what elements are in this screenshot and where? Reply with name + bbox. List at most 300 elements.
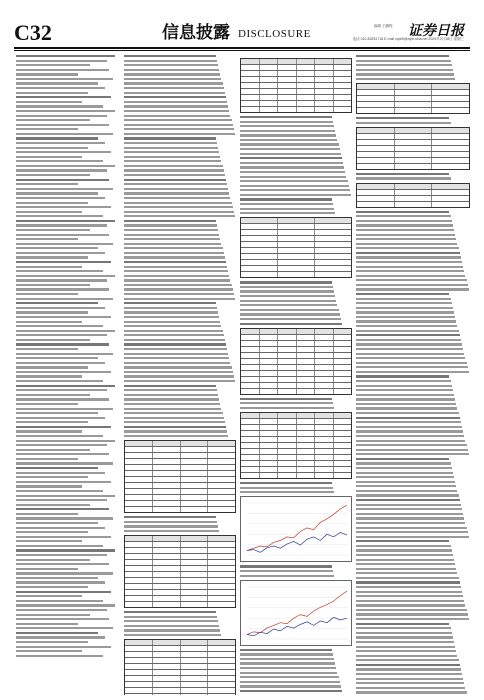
table-cell <box>241 335 260 340</box>
table-cell <box>334 383 352 388</box>
text-line <box>16 147 88 149</box>
text-line <box>16 522 98 524</box>
table-cell <box>278 353 297 358</box>
table-cell <box>432 96 469 101</box>
table-cell <box>241 95 260 100</box>
text-line <box>16 581 105 583</box>
text-line <box>240 690 342 692</box>
table-cell <box>334 377 352 382</box>
table-cell <box>125 682 153 687</box>
table-cell <box>278 254 315 259</box>
table-cell <box>241 254 278 259</box>
table-cell <box>241 449 260 454</box>
table-cell <box>334 371 352 376</box>
text-line <box>356 288 469 290</box>
text-line <box>356 559 454 561</box>
text-line <box>356 563 455 565</box>
text-line <box>16 220 115 222</box>
text-line <box>124 307 217 309</box>
table-cell <box>297 59 316 64</box>
table-cell <box>260 65 279 70</box>
text-line <box>124 321 220 323</box>
text-line <box>16 554 107 556</box>
table-cell <box>278 77 297 82</box>
table-cell <box>432 164 469 169</box>
text-line <box>356 279 467 281</box>
text-line <box>356 64 452 66</box>
table-cell <box>297 89 316 94</box>
table-cell <box>181 584 209 589</box>
text-line <box>356 508 462 510</box>
table-cell <box>208 501 235 506</box>
text-line <box>356 458 449 460</box>
table-cell <box>315 272 351 277</box>
table-cell <box>315 467 334 472</box>
table-cell <box>278 236 315 241</box>
table-cell <box>334 389 352 394</box>
table-cell <box>357 102 395 107</box>
table-row <box>125 507 235 512</box>
editors-line: 编辑 王鹏程 <box>374 24 393 28</box>
section-title-en: DISCLOSURE <box>238 28 311 40</box>
table-cell <box>153 507 181 512</box>
table-cell <box>260 419 279 424</box>
text-line <box>356 627 451 629</box>
text-line <box>356 678 463 680</box>
text-line <box>124 412 223 414</box>
text-line <box>124 316 219 318</box>
text-line <box>124 169 224 171</box>
table-cell <box>125 507 153 512</box>
table-cell <box>315 107 334 112</box>
table-cell <box>315 455 334 460</box>
table-cell <box>181 453 209 458</box>
text-line <box>356 632 452 634</box>
table-cell <box>315 71 334 76</box>
text-line <box>356 325 457 327</box>
text-line <box>124 78 221 80</box>
text-line <box>124 385 216 387</box>
text-line <box>240 681 340 683</box>
text-line <box>124 330 223 332</box>
table-cell <box>260 95 279 100</box>
text-line <box>16 366 88 368</box>
text-line <box>124 261 226 263</box>
text-line <box>16 595 82 597</box>
table-cell <box>395 184 433 189</box>
table-cell <box>260 389 279 394</box>
table-cell <box>297 329 316 334</box>
table-cell <box>334 467 352 472</box>
table-cell <box>334 473 352 478</box>
table-cell <box>315 425 334 430</box>
table-cell <box>181 459 209 464</box>
table-cell <box>208 507 235 512</box>
table-cell <box>334 449 352 454</box>
text-line <box>356 375 449 377</box>
table-cell <box>357 128 395 133</box>
table-cell <box>260 365 279 370</box>
text-line <box>16 449 90 451</box>
text-line <box>356 412 459 414</box>
text-line <box>356 687 465 689</box>
text-line <box>124 394 218 396</box>
table-cell <box>297 473 316 478</box>
table-cell <box>334 107 352 112</box>
table-cell <box>334 77 352 82</box>
text-line <box>16 334 107 336</box>
table-cell <box>153 584 181 589</box>
table-cell <box>208 646 235 651</box>
text-line <box>124 380 235 382</box>
text-line <box>356 549 452 551</box>
text-line <box>240 398 332 400</box>
table-cell <box>432 146 469 151</box>
text-line <box>356 568 456 570</box>
text-line <box>124 634 221 636</box>
text-line <box>16 472 105 474</box>
text-line <box>16 73 78 75</box>
table-cell <box>357 90 395 95</box>
table-cell <box>125 489 153 494</box>
table-cell <box>241 359 260 364</box>
table-cell <box>153 670 181 675</box>
text-line <box>124 174 225 176</box>
text-line <box>356 504 461 506</box>
masthead-logo: 证券日报 <box>408 23 464 39</box>
table-cell <box>125 658 153 663</box>
table-cell <box>260 83 279 88</box>
table-cell <box>260 473 279 478</box>
table-cell <box>181 602 209 607</box>
table-cell <box>395 146 433 151</box>
table-cell <box>208 596 235 601</box>
table-cell <box>278 260 315 265</box>
text-line <box>124 348 227 350</box>
text-line <box>356 366 468 368</box>
table-cell <box>334 59 352 64</box>
table-cell <box>153 652 181 657</box>
table-cell <box>241 371 260 376</box>
text-line <box>16 151 111 153</box>
table-cell <box>278 107 297 112</box>
table-cell <box>297 77 316 82</box>
table-cell <box>315 347 334 352</box>
text-line <box>124 343 226 345</box>
text-line <box>16 133 113 135</box>
table-cell <box>241 455 260 460</box>
data-table <box>124 440 236 513</box>
table-cell <box>208 560 235 565</box>
text-line <box>124 270 228 272</box>
text-line <box>124 60 217 62</box>
table-cell <box>181 688 209 693</box>
text-line <box>16 160 103 162</box>
text-line <box>16 298 113 300</box>
text-line <box>356 302 452 304</box>
performance-chart <box>240 496 352 562</box>
table-cell <box>260 443 279 448</box>
table-cell <box>241 389 260 394</box>
text-line <box>356 664 460 666</box>
text-line <box>356 371 469 373</box>
text-line <box>356 234 455 236</box>
text-line <box>16 375 82 377</box>
text-line <box>124 234 219 236</box>
text-line <box>356 73 454 75</box>
text-line <box>356 545 451 547</box>
text-line <box>356 330 459 332</box>
table-cell <box>297 83 316 88</box>
text-line <box>16 609 107 611</box>
text-line <box>356 430 463 432</box>
text-line <box>124 87 224 89</box>
table-cell <box>208 578 235 583</box>
text-line <box>356 613 468 615</box>
text-line <box>16 101 82 103</box>
text-line <box>240 139 337 141</box>
table-cell <box>241 107 260 112</box>
table-cell <box>315 101 334 106</box>
text-line <box>356 641 454 643</box>
text-line <box>124 389 217 391</box>
table-cell <box>278 413 297 418</box>
text-line <box>124 620 218 622</box>
text-line <box>124 398 219 400</box>
table-row <box>357 108 469 113</box>
table-cell <box>153 459 181 464</box>
text-line <box>124 211 234 213</box>
table-cell <box>315 65 334 70</box>
table-cell <box>181 572 209 577</box>
table-cell <box>432 108 469 113</box>
series-line-2 <box>247 533 347 553</box>
table-cell <box>315 353 334 358</box>
table-row <box>241 473 351 478</box>
text-line <box>356 467 452 469</box>
table-cell <box>334 71 352 76</box>
text-line <box>240 286 333 288</box>
text-line <box>16 614 90 616</box>
table-cell <box>297 347 316 352</box>
text-line <box>240 662 335 664</box>
table-cell <box>241 383 260 388</box>
table-cell <box>315 254 351 259</box>
table-cell <box>297 431 316 436</box>
text-line <box>356 307 453 309</box>
text-line <box>124 625 219 627</box>
text-line <box>356 380 451 382</box>
series-line-2 <box>247 617 347 636</box>
text-line <box>16 87 105 89</box>
table-cell <box>125 465 153 470</box>
text-line <box>16 499 107 501</box>
text-line <box>356 298 451 300</box>
table-cell <box>315 335 334 340</box>
table-cell <box>297 101 316 106</box>
table-cell <box>278 272 315 277</box>
text-line <box>124 430 227 432</box>
table-cell <box>395 134 433 139</box>
text-line <box>124 206 233 208</box>
table-cell <box>181 658 209 663</box>
table-cell <box>125 694 153 695</box>
text-line <box>356 357 465 359</box>
text-line <box>124 266 227 268</box>
table-cell <box>260 437 279 442</box>
text-line <box>16 192 98 194</box>
table-cell <box>278 419 297 424</box>
text-line <box>240 323 342 325</box>
text-line <box>240 318 341 320</box>
table-cell <box>260 431 279 436</box>
text-line <box>124 325 221 327</box>
table-cell <box>357 96 395 101</box>
table-cell <box>153 483 181 488</box>
table-cell <box>241 272 278 277</box>
table-cell <box>241 365 260 370</box>
table-cell <box>208 572 235 577</box>
text-line <box>124 160 221 162</box>
table-cell <box>334 359 352 364</box>
table-cell <box>278 461 297 466</box>
table-cell <box>334 353 352 358</box>
text-line <box>16 197 105 199</box>
table-cell <box>395 96 433 101</box>
table-cell <box>241 347 260 352</box>
text-line <box>16 495 115 497</box>
table-cell <box>315 248 351 253</box>
table-cell <box>278 347 297 352</box>
table-cell <box>334 413 352 418</box>
text-line <box>124 73 220 75</box>
table-cell <box>153 694 181 695</box>
text-line <box>356 572 457 574</box>
table-cell <box>153 688 181 693</box>
table-cell <box>260 371 279 376</box>
text-line <box>16 124 109 126</box>
text-line <box>124 611 216 613</box>
table-cell <box>315 59 334 64</box>
text-line <box>356 577 459 579</box>
table-cell <box>125 548 153 553</box>
text-line <box>356 238 456 240</box>
text-line <box>124 284 232 286</box>
text-line <box>356 444 467 446</box>
text-line <box>16 293 78 295</box>
table-cell <box>208 441 235 446</box>
table-cell <box>278 365 297 370</box>
table-cell <box>125 688 153 693</box>
text-line <box>16 485 82 487</box>
text-line <box>16 549 115 551</box>
text-line <box>16 655 103 657</box>
table-cell <box>297 413 316 418</box>
table-cell <box>208 453 235 458</box>
text-line <box>356 527 467 529</box>
table-cell <box>357 152 395 157</box>
table-cell <box>278 389 297 394</box>
table-cell <box>297 455 316 460</box>
text-line <box>124 82 223 84</box>
table-cell <box>260 347 279 352</box>
table-cell <box>181 664 209 669</box>
text-line <box>16 179 109 181</box>
text-line <box>356 600 464 602</box>
text-line <box>124 243 221 245</box>
table-cell <box>181 578 209 583</box>
table-cell <box>125 501 153 506</box>
table-cell <box>181 477 209 482</box>
text-line <box>16 156 82 158</box>
text-line <box>124 288 233 290</box>
table-cell <box>241 236 278 241</box>
table-cell <box>395 190 433 195</box>
table-cell <box>395 108 433 113</box>
text-line <box>16 339 90 341</box>
table-cell <box>432 158 469 163</box>
text-line <box>124 302 216 304</box>
text-line <box>124 137 216 139</box>
text-line <box>124 516 216 518</box>
text-line <box>240 194 351 196</box>
text-line <box>240 402 333 404</box>
table-cell <box>241 83 260 88</box>
table-cell <box>208 447 235 452</box>
text-line <box>16 215 103 217</box>
table-cell <box>315 89 334 94</box>
text-line <box>356 256 461 258</box>
table-cell <box>315 437 334 442</box>
table-cell <box>153 542 181 547</box>
text-line <box>356 673 462 675</box>
text-line <box>16 618 109 620</box>
text-line <box>16 69 109 71</box>
table-cell <box>241 77 260 82</box>
text-line <box>124 142 217 144</box>
table-cell <box>181 489 209 494</box>
text-line <box>356 435 464 437</box>
text-line <box>240 134 336 136</box>
table-cell <box>315 218 351 223</box>
table-cell <box>297 71 316 76</box>
table-cell <box>125 652 153 657</box>
table-cell <box>260 77 279 82</box>
table-cell <box>208 602 235 607</box>
text-line <box>16 591 111 593</box>
table-cell <box>432 184 469 189</box>
text-line <box>16 600 103 602</box>
text-line <box>16 380 103 382</box>
text-line <box>124 293 234 295</box>
table-cell <box>125 560 153 565</box>
text-line <box>16 462 113 464</box>
table-cell <box>357 158 395 163</box>
text-line <box>16 78 113 80</box>
text-line <box>16 279 107 281</box>
table-cell <box>125 578 153 583</box>
table-cell <box>125 542 153 547</box>
table-cell <box>241 71 260 76</box>
table-cell <box>153 566 181 571</box>
table-cell <box>315 230 351 235</box>
table-cell <box>153 590 181 595</box>
table-cell <box>278 425 297 430</box>
table-row <box>241 389 351 394</box>
table-cell <box>297 365 316 370</box>
table-cell <box>208 465 235 470</box>
table-cell <box>395 102 433 107</box>
